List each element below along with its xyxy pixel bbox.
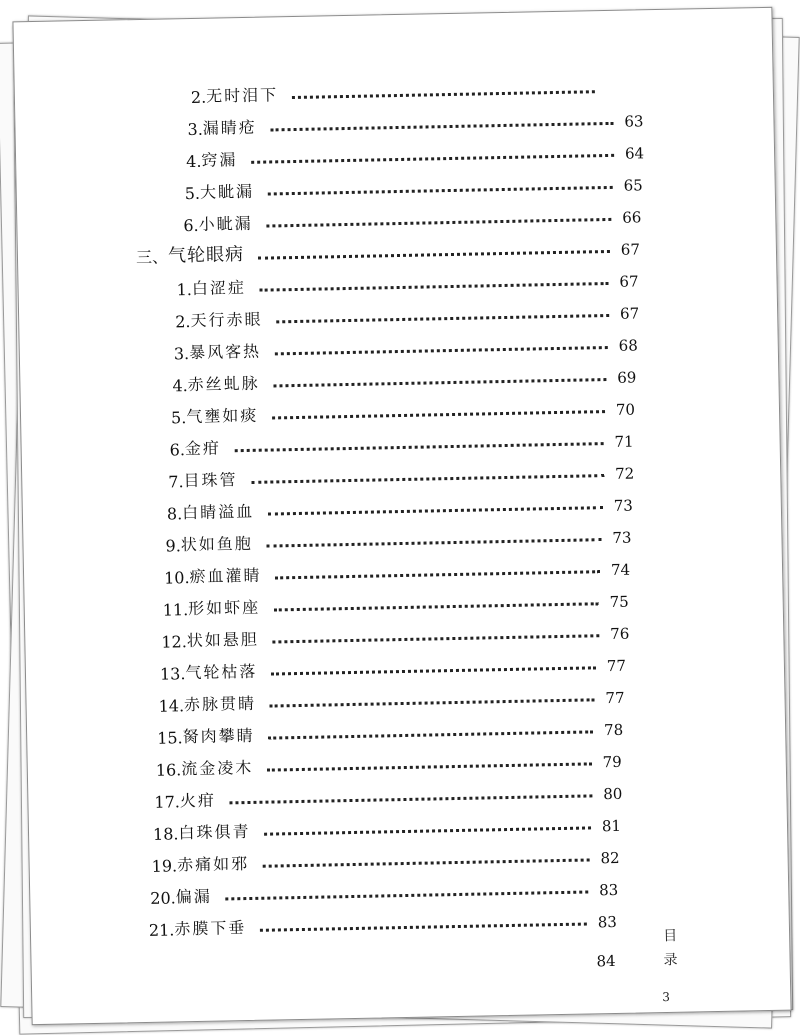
toc-page-number: 64: [620, 144, 644, 162]
dot-leader: [268, 506, 603, 515]
toc-page-number: 80: [598, 785, 622, 803]
toc-entry-title: 漏睛疮: [203, 115, 257, 139]
toc-page-number: 83: [594, 881, 618, 899]
toc-entry: [157, 711, 623, 748]
dot-leader: [274, 602, 599, 611]
toc-page-number: 81: [597, 817, 621, 835]
toc-entry-title: 状如鱼胞: [181, 531, 253, 555]
toc-page-number: 76: [605, 625, 629, 643]
toc-entry-title: 火疳: [180, 788, 216, 812]
toc-entry: [167, 487, 633, 524]
dot-leader: [267, 538, 602, 547]
dot-leader: [251, 154, 614, 164]
toc-page-number: 78: [599, 721, 623, 739]
toc-entry-title: 天行赤眼: [190, 307, 262, 331]
toc-entry: [149, 903, 617, 940]
toc-page-number: 71: [609, 433, 633, 451]
toc-entry-title: 瘀血灌睛: [189, 563, 261, 587]
toc-entry-number: 3.: [187, 120, 203, 139]
toc-entry-number: 11.: [163, 600, 189, 619]
dot-leader: [276, 570, 601, 579]
toc-entry: [183, 198, 641, 235]
toc-entry-number: 21.: [149, 920, 175, 939]
toc-entry-number: 6.: [170, 440, 186, 459]
dot-leader: [272, 410, 605, 419]
toc-entry: [153, 807, 621, 844]
toc-trailing-page: [591, 942, 632, 971]
toc-entry: [186, 134, 644, 171]
toc-entry-number: 9.: [165, 536, 181, 555]
toc-page-number: 65: [619, 176, 643, 194]
toc-entry-number: 5.: [171, 408, 187, 427]
toc-entry-title: 流金凌木: [181, 755, 253, 779]
dot-leader: [268, 186, 613, 196]
toc-page-number: 67: [615, 304, 639, 322]
toc-page-number: 77: [602, 657, 626, 675]
toc-entry: [161, 615, 629, 652]
dot-leader: [235, 442, 604, 452]
toc-entry-title: 气轮眼病: [168, 240, 244, 267]
dot-leader: [275, 346, 608, 355]
toc-entry-number: 3.: [174, 344, 190, 363]
dot-leader: [263, 858, 590, 867]
toc-entry-number: 2.: [175, 312, 191, 331]
toc-entry: [162, 583, 628, 620]
toc-entry: [171, 391, 635, 428]
toc-entry: [164, 551, 630, 588]
toc-entry-title: 窍漏: [201, 147, 237, 171]
side-page-number: 3: [662, 990, 670, 1004]
toc-entry: [150, 871, 618, 908]
toc-entry-title: 白涩症: [192, 275, 246, 299]
toc-entry-number: 14.: [158, 696, 184, 715]
toc-entry-number: 4.: [172, 376, 188, 395]
toc-entry-title: 暴风客热: [189, 339, 261, 363]
toc-page-number: 69: [612, 368, 636, 386]
toc-entry: [173, 326, 637, 363]
toc-entry: [184, 166, 642, 203]
toc-entry-title: 赤痛如邪: [177, 851, 249, 875]
toc-entry-title: 气轮枯落: [185, 659, 257, 683]
toc-entry-title: 赤丝虬脉: [187, 371, 259, 395]
toc-page-number: 63: [619, 112, 643, 130]
toc-entry: [165, 519, 631, 556]
dot-leader: [271, 666, 596, 675]
toc-entry-title: 赤膜下垂: [174, 915, 246, 939]
toc-page-number: 67: [616, 240, 640, 258]
toc-entry-number: 8.: [167, 504, 183, 523]
toc-page-number: 77: [600, 689, 624, 707]
toc-entry-title: 气壅如痰: [186, 403, 258, 427]
dot-leader: [252, 474, 605, 484]
toc-page: [12, 7, 791, 1025]
toc-entry-title: 状如悬胆: [187, 627, 259, 651]
toc-entry-number: 6.: [183, 216, 199, 235]
toc-entry-number: 16.: [156, 760, 182, 779]
toc-page-number: 73: [607, 529, 631, 547]
dot-leader: [269, 730, 594, 739]
toc-entry-title: 目珠管: [183, 467, 237, 491]
toc-entry-number: 5.: [185, 184, 201, 203]
toc-entry-number: 10.: [164, 568, 190, 587]
toc-entry-title: 白珠俱青: [178, 819, 250, 843]
toc-entry-number: 1.: [176, 280, 192, 299]
toc-entry-number: 17.: [154, 792, 180, 811]
toc-page-number: 75: [605, 593, 629, 611]
toc-entry: [169, 423, 633, 460]
toc-section-heading: [136, 230, 640, 268]
dot-leader: [277, 314, 610, 323]
toc-entry-title: 胬肉攀睛: [182, 723, 254, 747]
dot-leader: [226, 890, 589, 900]
dot-leader: [267, 218, 612, 228]
dot-leader: [230, 794, 593, 804]
toc-entry: [175, 294, 639, 331]
toc-page-number: 74: [606, 561, 630, 579]
dot-leader: [292, 90, 595, 99]
dot-leader: [271, 122, 614, 132]
toc-entry-title: 金疳: [185, 435, 221, 459]
toc-entry: [191, 71, 625, 107]
toc-entry: [168, 455, 634, 492]
toc-entry: [160, 647, 626, 684]
toc-entry-title: 形如虾座: [188, 595, 260, 619]
toc-entry-title: 无时泪下: [206, 82, 278, 106]
toc-entry-number: 12.: [161, 632, 187, 651]
section-side-label: 目录: [659, 928, 680, 976]
toc-entry-number: 13.: [160, 664, 186, 683]
toc-entry-number: 20.: [150, 888, 176, 907]
toc-page-number: 73: [609, 497, 633, 515]
toc-page-number: 68: [614, 336, 638, 354]
toc-entry-number: 7.: [168, 472, 184, 491]
toc-entry-title: 大眦漏: [200, 179, 254, 203]
dot-leader: [267, 762, 592, 771]
toc-entry-title: 小眦漏: [198, 211, 252, 235]
toc-entry-number: 15.: [157, 728, 183, 747]
toc-entry-title: 赤脉贯睛: [184, 691, 256, 715]
toc-entry: [158, 679, 624, 716]
dot-leader: [260, 282, 609, 292]
dot-leader: [273, 634, 600, 643]
dot-leader: [270, 698, 595, 707]
toc-entry: [151, 839, 619, 876]
toc-page-number: 70: [611, 401, 635, 419]
toc-entry: [154, 775, 622, 812]
toc-entry: [187, 102, 643, 139]
toc-entry: [176, 262, 638, 299]
table-of-contents: [13, 8, 771, 23]
toc-page-number: 82: [595, 849, 619, 867]
toc-entry-title: 偏漏: [175, 884, 211, 908]
dot-leader: [265, 826, 592, 835]
toc-entry-number: 4.: [186, 152, 202, 171]
dot-leader: [258, 250, 610, 260]
dot-leader: [274, 378, 607, 387]
toc-entry-number: 19.: [151, 856, 177, 875]
toc-entry: [155, 743, 621, 780]
toc-entry-number: 2.: [191, 88, 207, 107]
toc-page-number: 67: [614, 272, 638, 290]
toc-entry-number: 18.: [153, 824, 179, 843]
toc-entry-title: 白睛溢血: [182, 499, 254, 523]
toc-page-number: 79: [598, 753, 622, 771]
toc-entry-number: 三、: [136, 244, 168, 268]
toc-page-number: 83: [593, 913, 617, 931]
dot-leader: [260, 923, 587, 932]
toc-page-number: 84: [591, 952, 615, 970]
toc-page-number: 72: [610, 465, 634, 483]
toc-entry: [172, 358, 636, 395]
toc-page-number: 66: [617, 208, 641, 226]
